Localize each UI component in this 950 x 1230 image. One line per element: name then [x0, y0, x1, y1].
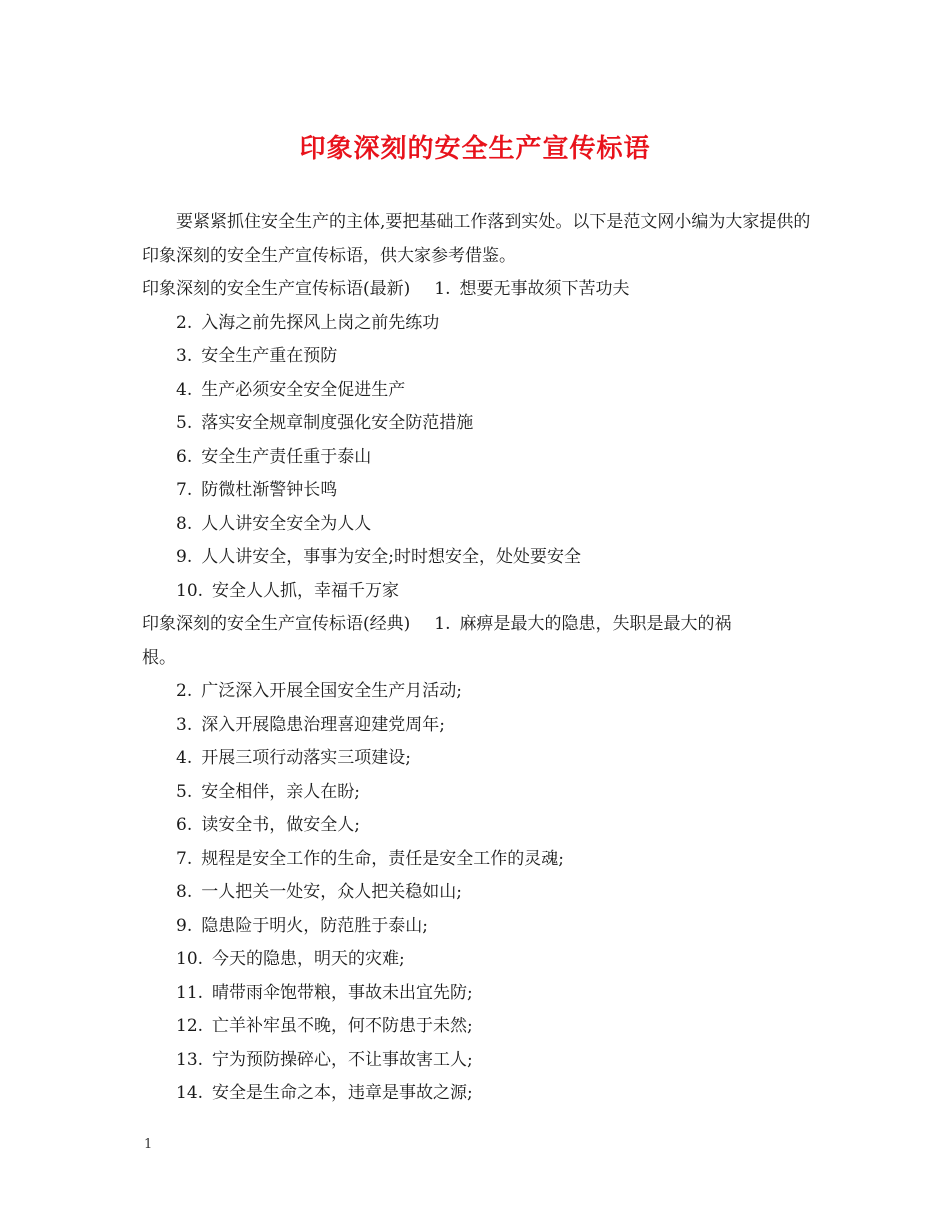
item-text: 安全相伴，亲人在盼;	[201, 781, 360, 802]
slogan-list-classic	[142, 675, 822, 1111]
list-item	[142, 1010, 822, 1044]
item-text: 隐患险于明火，防范胜于泰山;	[201, 915, 428, 936]
list-item	[142, 910, 822, 944]
section-label: 印象深刻的安全生产宣传标语(最新)	[142, 279, 411, 299]
item-number: 2.	[176, 312, 193, 333]
list-item	[142, 575, 822, 609]
item-text: 落实安全规章制度强化安全防范措施	[201, 413, 474, 433]
item-text: 晴带雨伞饱带粮，事故未出宜先防;	[212, 982, 473, 1003]
item-number: 2.	[176, 681, 193, 701]
item-number: 8.	[176, 882, 193, 902]
item-text: 今天的隐患，明天的灾难;	[212, 949, 405, 969]
item-text: 规程是安全工作的生命，责任是安全工作的灵魂;	[201, 848, 564, 869]
item-number: 6.	[176, 446, 193, 467]
section-first-item	[434, 614, 731, 634]
item-number: 11.	[176, 982, 204, 1003]
item-text: 安全是生命之本，违章是事故之源;	[212, 1083, 473, 1103]
list-item	[142, 709, 822, 743]
item-text: 生产必须安全安全促进生产	[201, 379, 406, 400]
item-text: 深入开展隐患治理喜迎建党周年;	[201, 714, 445, 735]
item-number: 6.	[176, 815, 193, 835]
item-text: 麻痹是最大的隐患，失职是最大的祸	[459, 614, 732, 634]
page-number: 1	[144, 1137, 153, 1152]
list-item	[142, 441, 822, 475]
item-number: 7.	[176, 480, 193, 500]
list-item	[142, 474, 822, 508]
list-item	[142, 675, 822, 709]
section-first-item	[434, 279, 629, 299]
item-number: 3.	[176, 346, 193, 366]
item-text: 读安全书，做安全人;	[201, 815, 360, 835]
item-text: 开展三项行动落实三项建设;	[201, 748, 411, 768]
slogan-list-latest	[142, 307, 822, 609]
intro-paragraph: 要紧紧抓住安全生产的主体,要把基础工作落到实处。以下是范文网小编为大家提供的印象深刻的安全生产宣传标语，供大家参考借鉴。	[142, 212, 811, 266]
item-number: 10.	[176, 580, 204, 601]
item-text: 安全生产责任重于泰山	[201, 446, 372, 467]
list-item	[142, 541, 822, 575]
list-item	[142, 374, 822, 408]
item-text: 人人讲安全安全为人人	[201, 513, 372, 534]
item-text: 宁为预防操碎心，不让事故害工人;	[212, 1049, 473, 1070]
section-first-item-continuation: 根。	[142, 647, 176, 668]
item-number: 3.	[176, 714, 193, 735]
list-item	[142, 407, 822, 441]
item-number: 12.	[176, 1016, 204, 1036]
document-title: 印象深刻的安全生产宣传标语	[299, 134, 651, 164]
list-item	[142, 943, 822, 977]
item-text: 入海之前先探风上岗之前先练功	[201, 312, 440, 333]
item-number: 5.	[176, 781, 193, 802]
item-text: 亡羊补牢虽不晚，何不防患于未然;	[212, 1016, 473, 1036]
item-text: 安全人人抓，幸福千万家	[212, 580, 400, 601]
list-item	[142, 977, 822, 1011]
list-item	[142, 809, 822, 843]
list-item	[142, 1077, 822, 1111]
item-number: 10.	[176, 949, 204, 969]
list-item	[142, 843, 822, 877]
section-heading-latest	[142, 273, 822, 307]
section-heading-classic	[142, 608, 822, 642]
document-body	[142, 206, 822, 1111]
item-number: 5.	[176, 413, 193, 433]
list-item	[142, 742, 822, 776]
item-number: 8.	[176, 513, 193, 534]
item-number: 1.	[434, 614, 451, 634]
item-text: 一人把关一处安，众人把关稳如山;	[201, 882, 462, 902]
list-item	[142, 876, 822, 910]
item-number: 7.	[176, 848, 193, 869]
item-number: 14.	[176, 1083, 204, 1103]
list-item	[142, 776, 822, 810]
list-item	[142, 1044, 822, 1078]
item-number: 9.	[176, 547, 193, 567]
item-number: 9.	[176, 915, 193, 936]
list-item	[142, 340, 822, 374]
section-label: 印象深刻的安全生产宣传标语(经典)	[142, 614, 411, 634]
item-text: 安全生产重在预防	[201, 346, 338, 366]
item-number: 13.	[176, 1049, 204, 1070]
list-item	[142, 508, 822, 542]
list-item	[142, 307, 822, 341]
item-text: 人人讲安全，事事为安全;时时想安全，处处要安全	[201, 547, 581, 567]
item-number: 4.	[176, 379, 193, 400]
item-text: 想要无事故须下苦功夫	[459, 279, 630, 299]
item-text: 防微杜渐警钟长鸣	[201, 480, 338, 500]
item-number: 4.	[176, 748, 193, 768]
item-number: 1.	[434, 279, 451, 299]
item-text: 广泛深入开展全国安全生产月活动;	[201, 681, 462, 701]
